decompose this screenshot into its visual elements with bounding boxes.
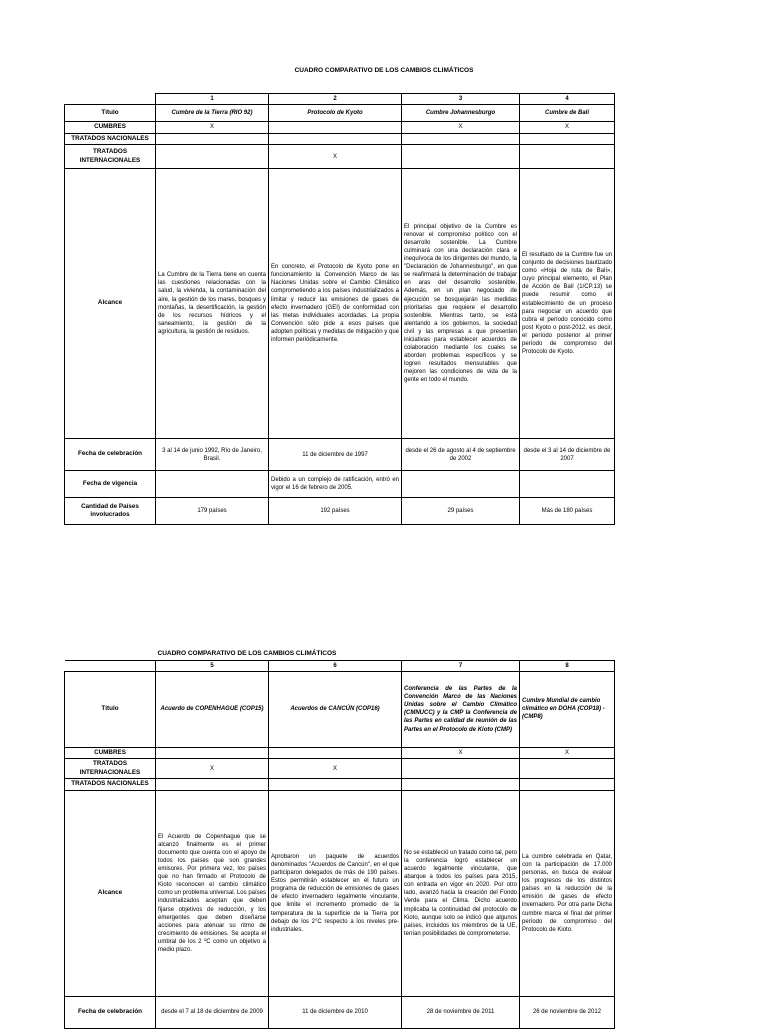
fecha-celebracion-value: 11 de diciembre de 1997	[269, 439, 402, 471]
summit-title: Acuerdo de COPENHAGUE (COP15)	[156, 671, 269, 747]
alcance-row	[65, 790, 615, 996]
fecha-celebracion-value: desde el 26 de agosto al 4 de septiembre de 2002	[402, 439, 520, 471]
internacionales-mark	[156, 145, 269, 169]
internacionales-mark: X	[156, 759, 269, 779]
row-label-fecha-celebracion: Fecha de celebración	[65, 439, 156, 471]
fecha-celebracion-row	[65, 439, 615, 471]
fecha-vigencia-value	[402, 471, 520, 498]
column-number: 6	[269, 660, 402, 671]
row-label-titulo: Título	[65, 671, 156, 747]
row-label-tratados-nacionales: TRATADOS NACIONALES	[65, 779, 156, 791]
alcance-row	[65, 169, 615, 439]
fecha-vigencia-value	[520, 471, 615, 498]
nacionales-mark	[269, 779, 402, 791]
alcance-text: El resultado de la Cumbre fue un conjunto de decisiones bautizado como «Hoja de ruta de Balí», cuyo principal elemento, el Plan de Acción de Balí (1/CP.13) se puede resumir como el establecimiento de un proceso para negociar un acuerdo que cubra el período conocido como post Kyoto o post-2012, es decir, el período posterior al primer período de compromiso del Protocolo de Kyoto.	[520, 169, 615, 439]
column-number: 2	[269, 94, 402, 105]
comparison-table-2	[64, 649, 615, 1029]
fecha-celebracion-value: 3 al 14 de junio 1992, Río de Janeiro, Brasil.	[156, 439, 269, 471]
summit-title: Cumbre Johannesburgo	[402, 105, 520, 122]
title-row	[65, 105, 615, 122]
internacionales-mark: X	[269, 759, 402, 779]
nacionales-mark	[269, 133, 402, 145]
row-label-cantidad-paises: Cantidad de Países involucrados	[65, 498, 156, 525]
alcance-text: Aprobaron un paquete de acuerdos denominados "Acuerdos de Cancún", en el que participaron delegados de más de 190 países. Estos permitirán establecer en el futuro un programa de reducción de emisiones de gases de efecto invernadero legalmente vinculante, que limite el incremento promedio de la temperatura de la superficie de la Tierra por debajo de los 2°C respecto a los niveles pre-industriales.	[269, 790, 402, 996]
tratados-nacionales-row	[65, 133, 615, 145]
tratados-internacionales-row	[65, 759, 615, 779]
cumbres-mark: X	[402, 747, 520, 759]
row-label-alcance: Alcance	[65, 790, 156, 996]
alcance-text: La Cumbre de la Tierra tiene en cuenta las cuestiones relacionadas con la salud, la vivienda, la contaminación del aire, la gestión de los mares, bosques y montañas, la desertificación, la gestión de los recursos hídricos y el saneamiento, la gestión de la agricultura, la gestión de residuos.	[156, 169, 269, 439]
fecha-celebracion-value: desde el 7 al 18 de diciembre de 2009	[156, 996, 269, 1028]
alcance-text: No se estableció un tratado como tal, pero la conferencia logró establecer un acuerdo legalmente vinculante, que abarque a todos los países para 2015, con entrada en vigor en 2020. Por otro lado, avanzó hacia la creación del Fondo Verde para el Clima. Dicho acuerdo implicaba la continuidad del protocolo de Kioto, aunque solo se indicó que algunos países, incluidos los miembros de la UE, tenían posibilidades de comprometerse.	[402, 790, 520, 996]
nacionales-mark	[402, 779, 520, 791]
cumbres-mark	[156, 747, 269, 759]
column-number: 4	[520, 94, 615, 105]
cumbres-row	[65, 747, 615, 759]
header-number-row	[65, 94, 615, 105]
row-label-fecha-vigencia: Fecha de vigencia	[65, 471, 156, 498]
row-label-alcance: Alcance	[65, 169, 156, 439]
row-label-fecha-celebracion: Fecha de celebración	[65, 996, 156, 1028]
column-number: 8	[520, 660, 615, 671]
internacionales-mark	[520, 759, 615, 779]
comparison-table-1	[64, 93, 615, 525]
row-label-tratados-internacionales: TRATADOS INTERNACIONALES	[65, 759, 156, 779]
fecha-celebracion-value: 28 de noviembre de 2011	[402, 996, 520, 1028]
summit-title: Cumbre Mundial de cambio climático en DOHA (COP18) - (CMP8)	[520, 671, 615, 747]
summit-title: Cumbre de la Tierra (RIO 92)	[156, 105, 269, 122]
internacionales-mark	[520, 145, 615, 169]
nacionales-mark	[402, 133, 520, 145]
row-label-cumbres: CUMBRES	[65, 747, 156, 759]
fecha-vigencia-value: Debido a un complejo de ratificación, entró en vigor el 16 de febrero de 2005.	[269, 471, 402, 498]
column-number: 5	[156, 660, 269, 671]
summit-title: Conferencia de las Partes de la Convención Marco de las Naciones Unidas sobre el Cambio Climático (CMNUCC) y la CMP la Conferencia de las Partes en calidad de reunión de las Partes en el Protocolo de Kioto (CMP)	[402, 671, 520, 747]
alcance-text: En concreto, el Protocolo de Kyoto pone en funcionamiento la Convención Marco de las Naciones Unidas sobre el Cambio Climático comprometiendo a los países industrializados a limitar y reducir las emisiones de gases de efecto invernadero (GEI) de conformidad con las metas individuales acordadas. La propia Convención sólo pide a esos países que adopten políticas y medidas de mitigación y que informen periódicamente.	[269, 169, 402, 439]
cantidad-paises-value: 29 países	[402, 498, 520, 525]
fecha-celebracion-value: 11 de diciembre de 2010	[269, 996, 402, 1028]
cantidad-paises-value: Más de 180 países	[520, 498, 615, 525]
column-number: 1	[156, 94, 269, 105]
row-label-tratados-nacionales: TRATADOS NACIONALES	[65, 133, 156, 145]
tratados-internacionales-row	[65, 145, 615, 169]
title-row	[65, 671, 615, 747]
row-label-cumbres: CUMBRES	[65, 122, 156, 134]
internacionales-mark	[402, 145, 520, 169]
fecha-vigencia-row	[65, 471, 615, 498]
cantidad-paises-row	[65, 498, 615, 525]
column-number: 7	[402, 660, 520, 671]
page-title: CUADRO COMPARATIVO DE LOS CAMBIOS CLIMÁTICOS	[294, 67, 474, 74]
nacionales-mark	[520, 779, 615, 791]
alcance-text: La cumbre celebrada en Qatar, con la participación de 17.000 personas, en busca de evaluar los progresos de los distintos países en la reducción de la emisión de gases de efecto invernadero. Por otra parte Dicha cumbre marca el final del primer período de compromiso del Protocolo de Kioto.	[520, 790, 615, 996]
summit-title: Protocolo de Kyoto	[269, 105, 402, 122]
cumbres-mark: X	[520, 122, 615, 134]
summit-title: Acuerdos de CANCÚN (COP16)	[269, 671, 402, 747]
tratados-nacionales-row	[65, 779, 615, 791]
nacionales-mark	[520, 133, 615, 145]
cumbres-mark: X	[156, 122, 269, 134]
fecha-celebracion-value: desde el 3 al 14 de diciembre de 2007	[520, 439, 615, 471]
page-title-2: CUADRO COMPARATIVO DE LOS CAMBIOS CLIMÁTICOS	[156, 649, 402, 660]
fecha-vigencia-value	[156, 471, 269, 498]
table-2-title-row	[65, 649, 615, 660]
alcance-text: El principal objetivo de la Cumbre es renovar el compromiso político con el desarrollo sostenible. La Cumbre culminará con una declaración clara e inequívoca de los dirigentes del mundo, la "Declaración de Johannesburgo", en que se reafirmará la determinación de trabajar en aras del desarrollo sostenible. Además, en un plan negociado de ejecución se bosquejarán las medidas prioritarias que requiere el desarrollo sostenible. Mientras tanto, se está alentando a los gobiernos, la sociedad civil y las empresas a que presenten iniciativas para establecer acuerdos de colaboración mediante los cuales se aborden problemas específicos y se logren resultados mensurables que mejoren las condiciones de vida de la gente en todo el mundo.	[402, 169, 520, 439]
internacionales-mark	[402, 759, 520, 779]
summit-title: Cumbre de Balí	[520, 105, 615, 122]
alcance-text: El Acuerdo de Copenhague que se alcanzó finalmente es el primer documento que cuenta con el apoyo de todos los países que son grandes emisores. Por primera vez, los países que no han firmado el Protocolo de Kioto reconocen el cambio climático como un problema universal. Los países industrializados aceptan que deben fijarse objetivos de reducción, y los emergentes que deben diseñarse acciones para atenuar su ritmo de crecimiento de emisiones. Se acepta el umbral de los 2 ºC como un objetivo a medio plazo.	[156, 790, 269, 996]
nacionales-mark	[156, 133, 269, 145]
fecha-celebracion-value: 26 de noviembre de 2012	[520, 996, 615, 1028]
internacionales-mark: X	[269, 145, 402, 169]
row-label-tratados-internacionales: TRATADOS INTERNACIONALES	[65, 145, 156, 169]
column-number: 3	[402, 94, 520, 105]
cumbres-mark	[269, 747, 402, 759]
cantidad-paises-value: 192 países	[269, 498, 402, 525]
cumbres-mark	[269, 122, 402, 134]
header-number-row	[65, 660, 615, 671]
cumbres-row	[65, 122, 615, 134]
nacionales-mark	[156, 779, 269, 791]
cantidad-paises-value: 179 países	[156, 498, 269, 525]
row-label-titulo: Título	[65, 105, 156, 122]
cumbres-mark: X	[402, 122, 520, 134]
cumbres-mark: X	[520, 747, 615, 759]
